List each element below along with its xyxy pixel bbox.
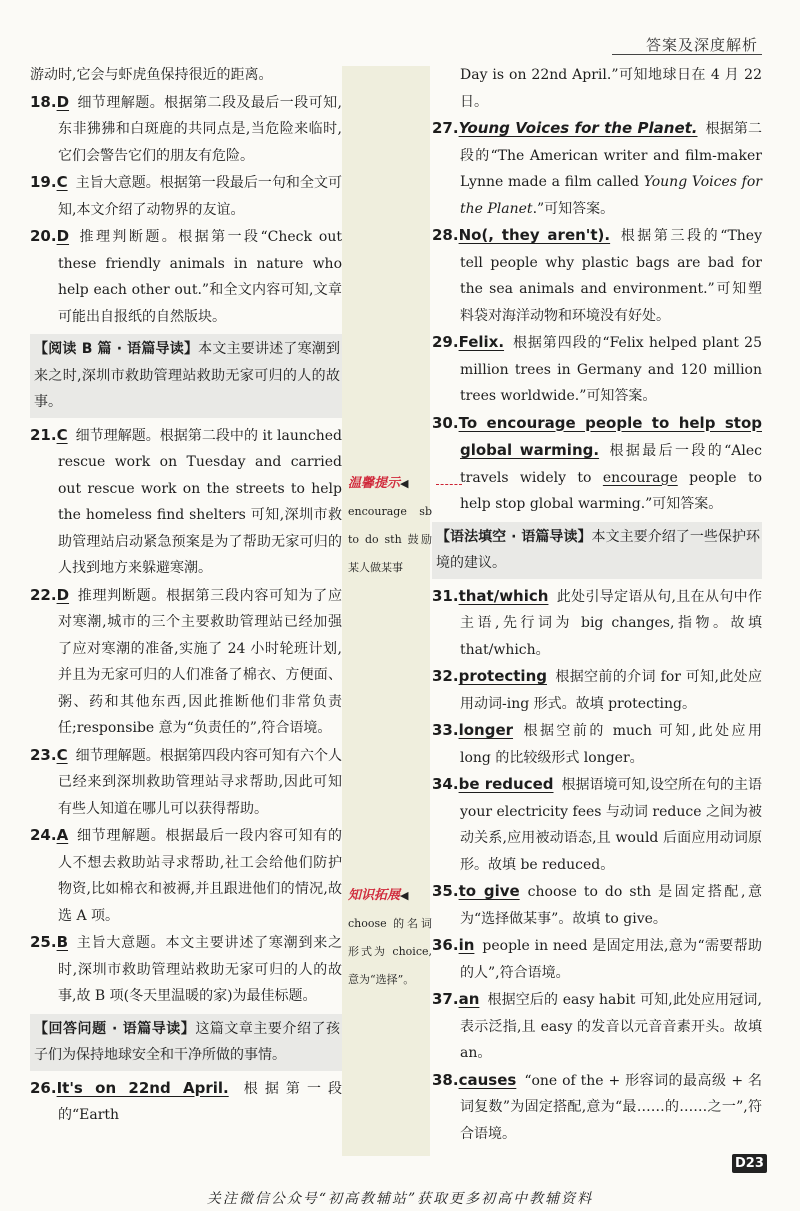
page-number: D23 [732,1154,767,1173]
answer-21: 21.C 细节理解题。根据第二段中的 it launched rescue work on Tuesday and carried out rescue work on the streets to help the homeless find shelters 可知,深圳市救助管理站启动紧急预案是为了帮助无家可归的人找到地方来躲避寒潮。 [30,425,342,576]
header-rule [612,54,762,55]
intro-text: 游动时,它会与虾虎鱼保持很近的距离。 [30,67,273,83]
answer-32: 32.protecting 根据空前的介词 for 可知,此处应用动词-ing 形式。故填 protecting。 [432,667,762,712]
answer-27: 27.Young Voices for the Planet. 根据第二段的“The American writer and film-maker Lynne made a film called Young Voices for the Planet.”可知答案。 [432,119,763,217]
triangle-pointer-icon: ◀ [400,477,409,490]
answer-30: 30.To encourage people to help stop global warming. 根据最后一段的“Alec travels widely to encourage people to help stop global warming.”可知答案。 [432,413,763,512]
answer-33: 33.longer 根据空前的 much 可知,此处应用 long 的比较级形式 longer。 [432,721,762,766]
right-column [432,62,762,1147]
answer-29: 29.Felix. 根据第四段的“Felix helped plant 25 million trees in Germany and 120 million trees worldwide.”可知答案。 [432,333,762,404]
page-header-title: 答案及深度解析 [645,36,758,54]
grammar-fill-guide: 【语法填空 · 语篇导读】本文主要介绍了一些保护环境的建议。 [432,522,762,579]
answer-37: 37.an 根据空后的 easy habit 可知,此处应用冠词,表示泛指,且 easy 的发音以元音音素开头。故填 an。 [432,990,762,1061]
answer-18: 18.D 细节理解题。根据第二段及最后一段可知,东非狒狒和白斑鹿的共同点是,当危险来临时,它们会警告它们的朋友有危险。 [30,92,342,164]
answer-34: 34.be reduced 根据语境可知,设空所在句的主语 your electricity fees 与动词 reduce 之间为被动关系,应用被动语态,且 would 后面应用动词原形。故填 be reduced。 [432,775,763,873]
tip-dash-line [436,484,462,485]
answer-19: 19.C 主旨大意题。根据第一段最后一句和全文可知,本文介绍了动物界的友谊。 [30,173,342,218]
triangle-pointer-icon: ◀ [400,889,409,902]
answer-26: 26.It's on 22nd April. 根据第一段的“Earth [30,1078,343,1123]
qa-guide: 【回答问题 · 语篇导读】这篇文章主要介绍了孩子们为保持地球安全和干净所做的事情。 [30,1014,342,1071]
tip-note: 温馨提示◀ encourage sb to do sth 鼓励某人做某事 [348,476,432,574]
left-column [30,62,342,1129]
reading-b-guide: 【阅读 B 篇 · 语篇导读】本文主要讲述了寒潮到来之时,深圳市救助管理站救助无家可归的人的故事。 [30,334,342,418]
answer-20: 20.D 推理判断题。根据第一段“Check out these friendly animals in nature who help each other out.”和全文内容可知,文章可能出自报纸的自然版块。 [30,227,342,325]
footer-note: 关注微信公众号“初高教辅站”获取更多初高中教辅资料 [206,1191,594,1207]
extension-note: 知识拓展◀ choose 的名词形式为 choice,意为“选择”。 [348,888,432,986]
answer-22: 22.D 推理判断题。根据第三段内容可知为了应对寒潮,城市的三个主要救助管理站已经加强了应对寒潮的准备,实施了 24 小时轮班计划,并且为无家可归的人们准备了棉衣、方便面、粥、药和其他东西,因此推断他们非常负责任;responsibe 意为“负责任的”,符合语境。 [30,585,342,736]
answer-25: 25.B 主旨大意题。本文主要讲述了寒潮到来之时,深圳市救助管理站救助无家可归的人的故事,故 B 项(冬天里温暖的家)为最佳标题。 [30,933,342,1004]
answer-28: 28.No(, they aren't). 根据第三段的“They tell people why plastic bags are bad for the sea animals and environment.”可知塑料袋对海洋动物和环境没有好处。 [432,226,762,324]
answer-24: 24.A 细节理解题。根据最后一段内容可知有的人不想去救助站寻求帮助,社工会给他们防护物资,比如棉衣和被褥,并且跟进他们的情况,故选 A 项。 [30,826,342,924]
answer-23: 23.C 细节理解题。根据第四段内容可知有六个人已经来到深圳救助管理站寻求帮助,因此可知有些人知道在哪儿可以获得帮助。 [30,745,342,817]
answer-38: 38.causes “one of the + 形容词的最高级 + 名词复数”为固定搭配,意为“最……的……之一”,符合语境。 [432,1070,762,1142]
answer-31: 31.that/which 此处引导定语从句,且在从句中作主语,先行词为 big changes,指物。故填 that/which。 [432,586,762,658]
answer-35: 35.to give choose to do sth 是固定搭配,意为“选择做某事”。故填 to give。 [432,882,762,927]
answer-36: 36.in people in need 是固定用法,意为“需要帮助的人”,符合语境。 [432,936,762,981]
answer-26-continued: Day is on 22nd April.”可知地球日在 4 月 22 日。 [460,67,762,110]
